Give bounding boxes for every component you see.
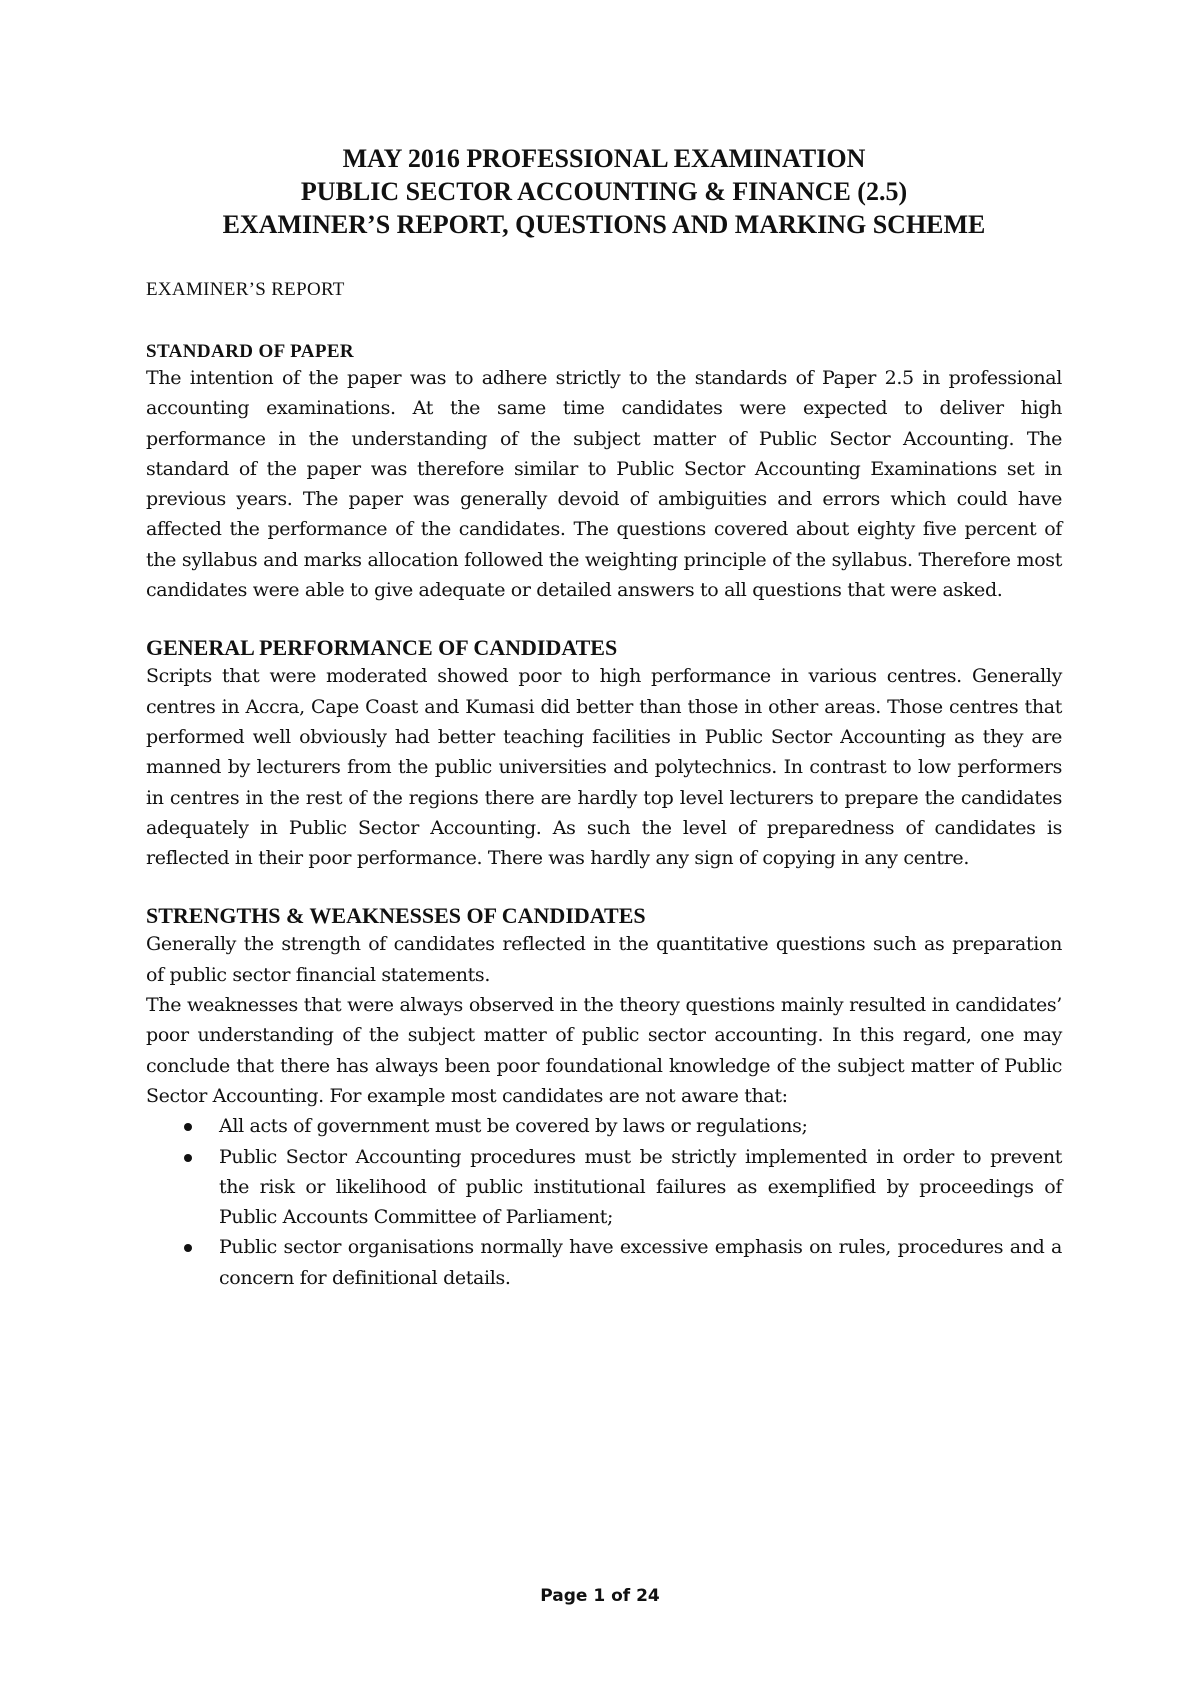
list-item [146,1142,1062,1233]
weaknesses-paragraph: The weaknesses that were always observed in the theory questions mainly resulted in candidates’ poor understanding of the subject matter of public sector accounting. In this regard, one may conclude that there has always been poor foundational knowledge of the subject matter of Public Sector Accounting. For example most candidates are not aware that: [146,994,1062,1107]
standard-of-paper-paragraph: The intention of the paper was to adhere strictly to the standards of Paper 2.5 in professional accounting examinations. At the same time candidates were expected to deliver high performance in the understanding of the subject matter of Public Sector Accounting. The standard of the paper was therefore similar to Public Sector Accounting Examinations set in previous years. The paper was generally devoid of ambiguities and errors which could have affected the performance of the candidates. The questions covered about eighty five percent of the syllabus and marks allocation followed the weighting principle of the syllabus. Therefore most candidates were able to give adequate or detailed answers to all questions that were asked. [146,367,1062,602]
document-title [146,142,1062,241]
list-item [146,1232,1062,1293]
examiners-report-label: EXAMINER’S REPORT [146,279,345,300]
list-item-text: Public Sector Accounting procedures must be strictly implemented in order to prevent the risk or likelihood of public institutional failures as exemplified by proceedings of Public Accounts Committee of Parliament; [219,1145,1062,1229]
weakness-bullet-list [146,1111,1062,1293]
page-number-footer: Page 1 of 24 [540,1586,660,1606]
general-performance-paragraph: Scripts that were moderated showed poor to high performance in various centres. Generally centres in Accra, Cape Coast and Kumasi did better than those in other areas. Those centres that performed well obviously had better teaching facilities in Public Sector Accounting as they are manned by lecturers from the public universities and polytechnics. In contrast to low performers in centres in the rest of the regions there are hardly top level lecturers to prepare the candidates adequately in Public Sector Accounting. As such the level of preparedness of candidates is reflected in their poor performance. There was hardly any sign of copying in any centre. [146,665,1062,870]
title-line-exam: MAY 2016 PROFESSIONAL EXAMINATION [342,144,866,173]
list-item-text: Public sector organisations normally have excessive emphasis on rules, procedures and a concern for definitional details. [219,1236,1062,1289]
strengths-weaknesses-heading: STRENGTHS & WEAKNESSES OF CANDIDATES [146,903,646,929]
document-page [146,142,1062,1293]
strengths-paragraph: Generally the strength of candidates reflected in the quantitative questions such as preparation of public sector financial statements. [146,933,1062,986]
list-item-text: All acts of government must be covered by laws or regulations; [219,1115,808,1138]
bullet-icon [184,1123,192,1131]
general-performance-heading: GENERAL PERFORMANCE OF CANDIDATES [146,635,618,661]
bullet-icon [184,1154,192,1162]
list-item [146,1111,1062,1141]
title-line-subject: PUBLIC SECTOR ACCOUNTING & FINANCE (2.5) [300,177,908,206]
standard-of-paper-heading: STANDARD OF PAPER [146,341,355,362]
bullet-icon [184,1244,192,1252]
title-line-report: EXAMINER’S REPORT, QUESTIONS AND MARKING SCHEME [222,210,986,239]
